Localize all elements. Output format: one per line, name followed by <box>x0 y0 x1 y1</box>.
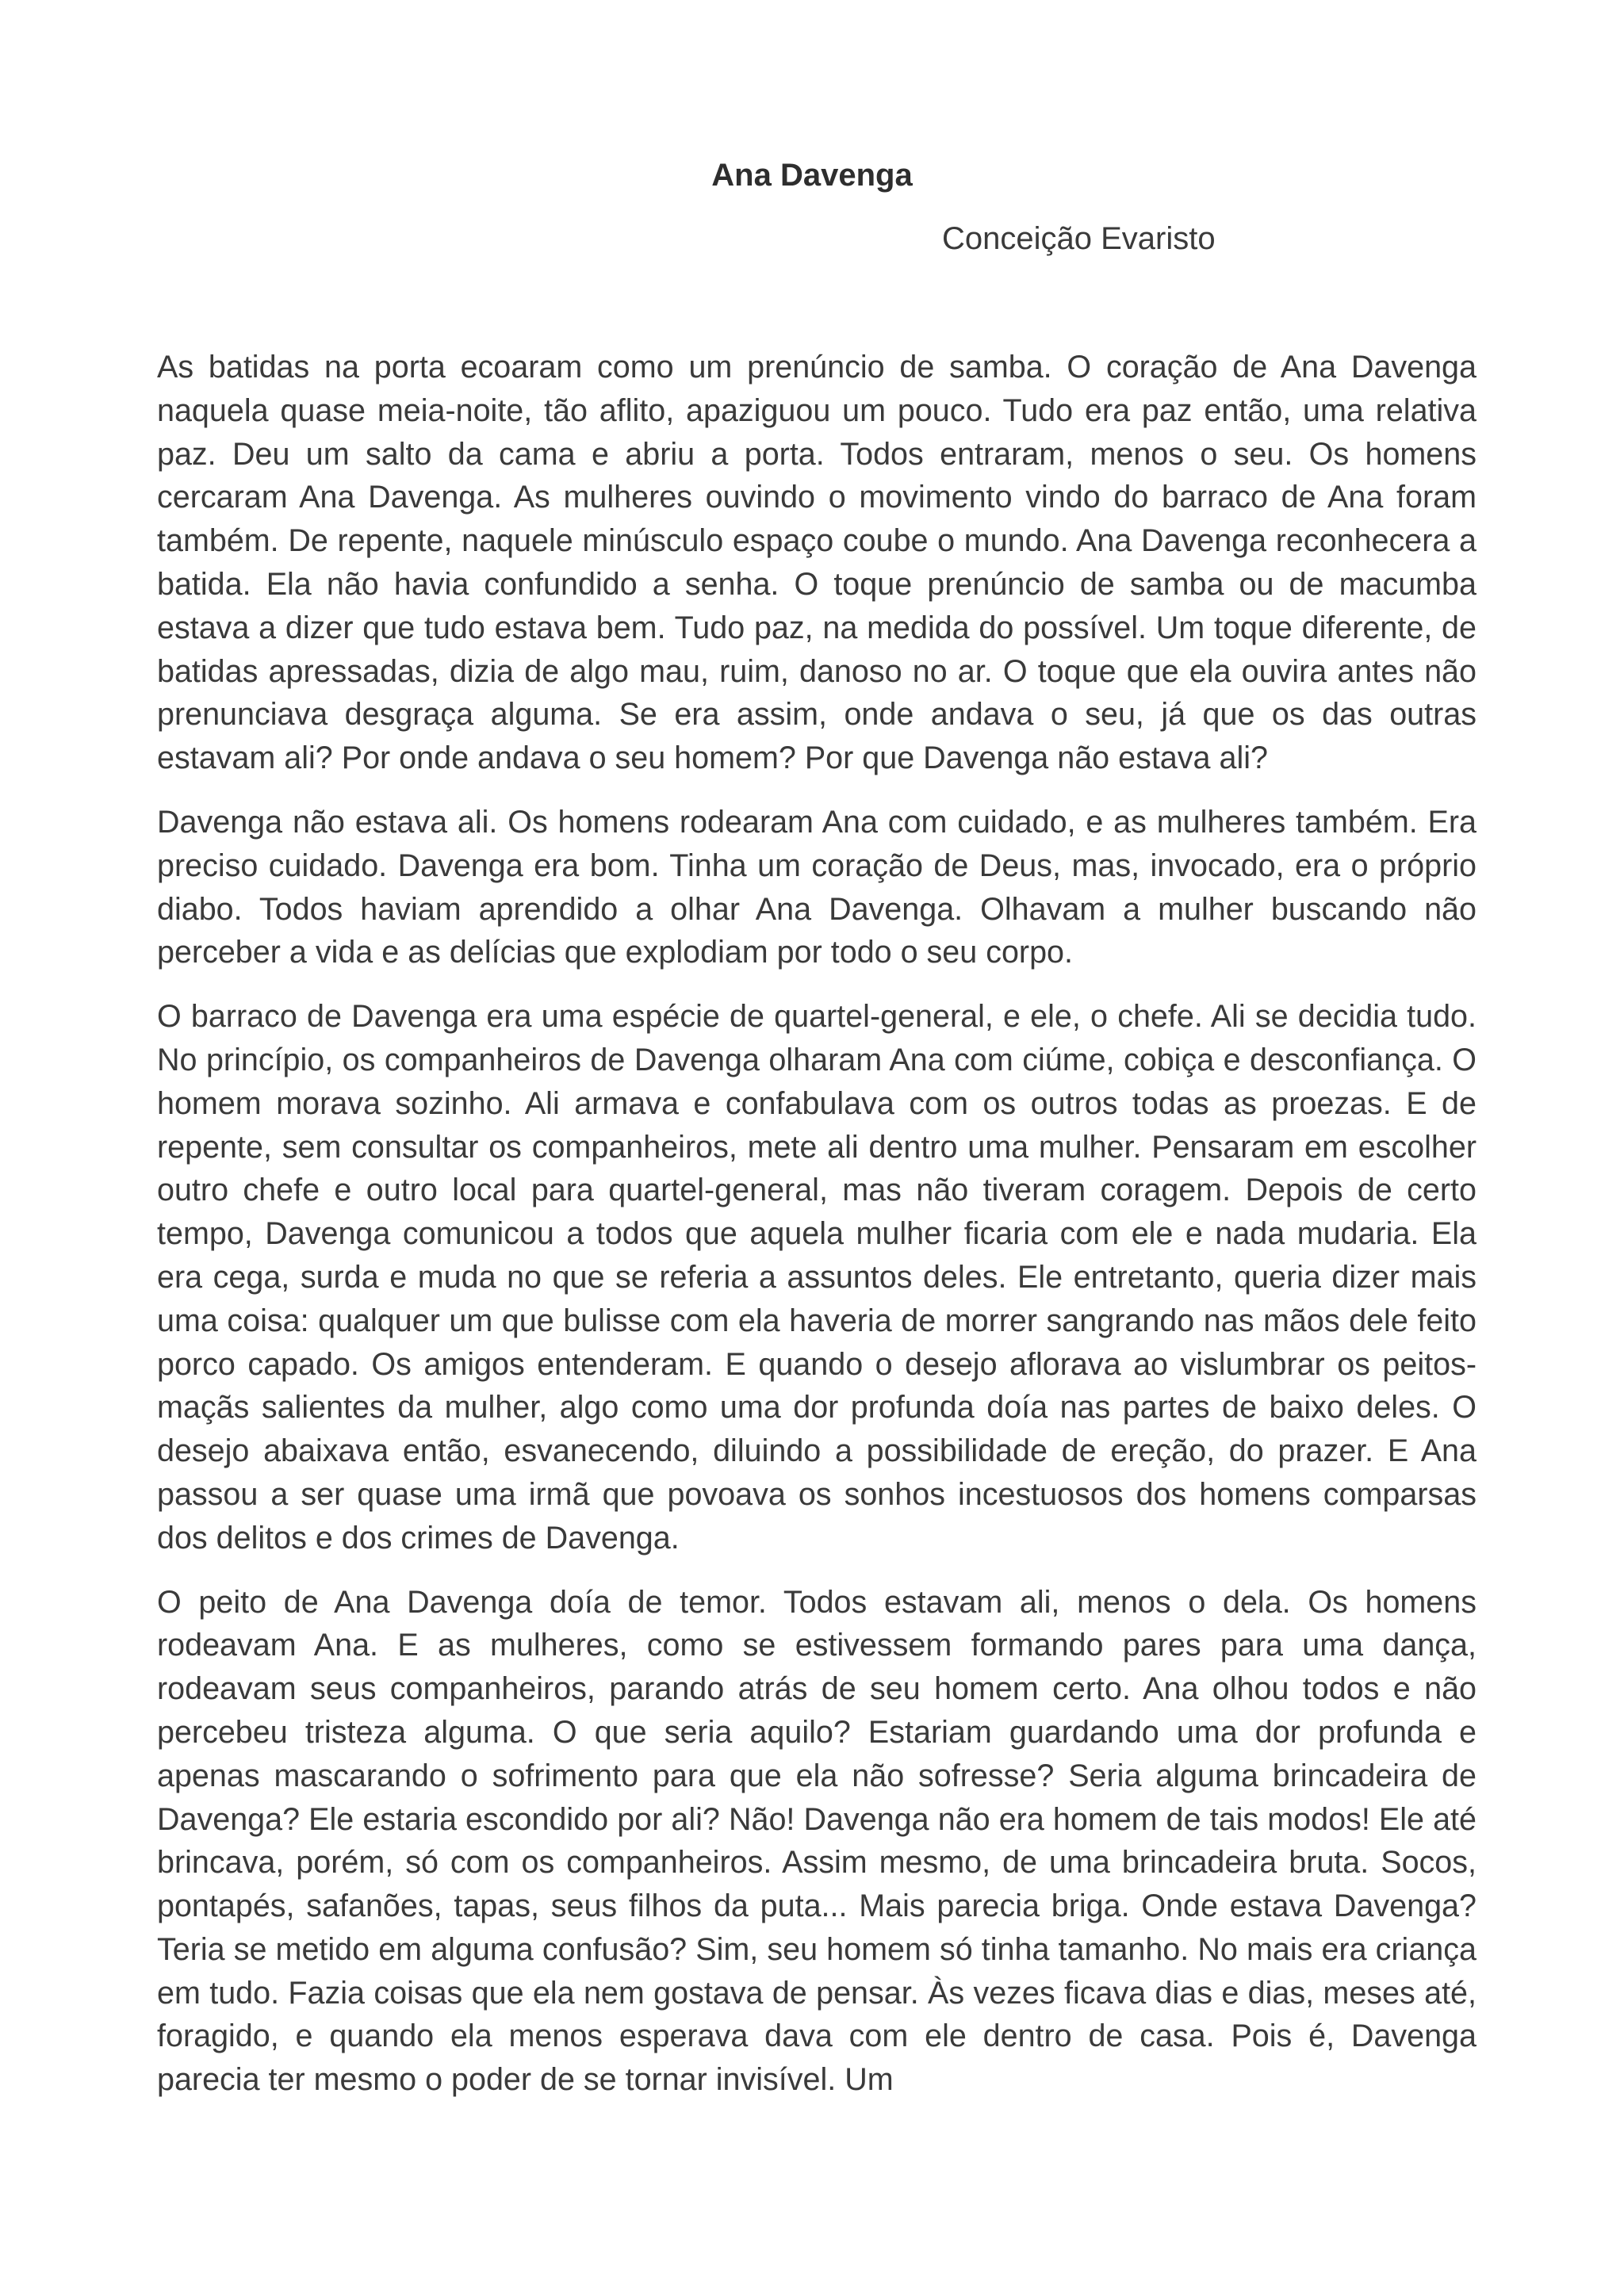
author-name: Conceição Evaristo <box>942 221 1216 256</box>
paragraph: As batidas na porta ecoaram como um prenúncio de samba. O coração de Ana Davenga naquela quase meia-noite, tão aflito, apaziguou um pouco. Tudo era paz então, uma relativa paz. Deu um salto da cama e abriu a porta. Todos entraram, menos o seu. Os homens cercaram Ana Davenga. As mulheres ouvindo o movimento vindo do barraco de Ana foram também. De repente, naquele minúsculo espaço coube o mundo. Ana Davenga reconhecera a batida. Ela não havia confundido a senha. O toque prenúncio de samba ou de macumba estava a dizer que tudo estava bem. Tudo paz, na medida do possível. Um toque diferente, de batidas apressadas, dizia de algo mau, ruim, danoso no ar. O toque que ela ouvira antes não prenunciava desgraça alguma. Se era assim, onde andava o seu, já que os das outras estavam ali? Por onde andava o seu homem? Por que Davenga não estava ali? <box>157 350 1477 776</box>
paragraph: O barraco de Davenga era uma espécie de quartel-general, e ele, o chefe. Ali se decidia tudo. No princípio, os companheiros de Davenga olharam Ana com ciúme, cobiça e desconfiança. O homem morava sozinho. Ali armava e confabulava com os outros todas as proezas. E de repente, sem consultar os companheiros, mete ali dentro uma mulher. Pensaram em escolher outro chefe e outro local para quartel-general, mas não tiveram coragem. Depois de certo tempo, Davenga comunicou a todos que aquela mulher ficaria com ele e nada mudaria. Ela era cega, surda e muda no que se referia a assuntos deles. Ele entretanto, queria dizer mais uma coisa: qualquer um que bulisse com ela haveria de morrer sangrando nas mãos dele feito porco capado. Os amigos entenderam. E quando o desejo aflorava ao vislumbrar os peitos-maçãs salientes da mulher, algo como uma dor profunda doía nas partes de baixo deles. O desejo abaixava então, esvanecendo, diluindo a possibilidade de ereção, do prazer. E Ana passou a ser quase uma irmã que povoava os sonhos incestuosos dos homens comparsas dos delitos e dos crimes de Davenga. <box>157 999 1477 1556</box>
paragraph: Davenga não estava ali. Os homens rodearam Ana com cuidado, e as mulheres também. Era preciso cuidado. Davenga era bom. Tinha um coração de Deus, mas, invocado, era o próprio diabo. Todos haviam aprendido a olhar Ana Davenga. Olhavam a mulher buscando não perceber a vida e as delícias que explodiam por todo o seu corpo. <box>157 804 1477 970</box>
paragraph: O peito de Ana Davenga doía de temor. Todos estavam ali, menos o dela. Os homens rodeavam Ana. E as mulheres, como se estivessem formando pares para uma dança, rodeavam seus companheiros, parando atrás de seu homem certo. Ana olhou todos e não percebeu tristeza alguma. O que seria aquilo? Estariam guardando uma dor profunda e apenas mascarando o sofrimento para que ela não sofresse? Seria alguma brincadeira de Davenga? Ele estaria escondido por ali? Não! Davenga não era homem de tais modos! Ele até brincava, porém, só com os companheiros. Assim mesmo, de uma brincadeira bruta. Socos, pontapés, safanões, tapas, seus filhos da puta... Mais parecia briga. Onde estava Davenga? Teria se metido em alguma confusão? Sim, seu homem só tinha tamanho. No mais era criança em tudo. Fazia coisas que ela nem gostava de pensar. Às vezes ficava dias e dias, meses até, foragido, e quando ela menos esperava dava com ele dentro de casa. Pois é, Davenga parecia ter mesmo o poder de se tornar invisível. Um <box>157 1584 1477 2098</box>
body-text <box>157 346 1477 2122</box>
document-title: Ana Davenga <box>711 158 913 193</box>
